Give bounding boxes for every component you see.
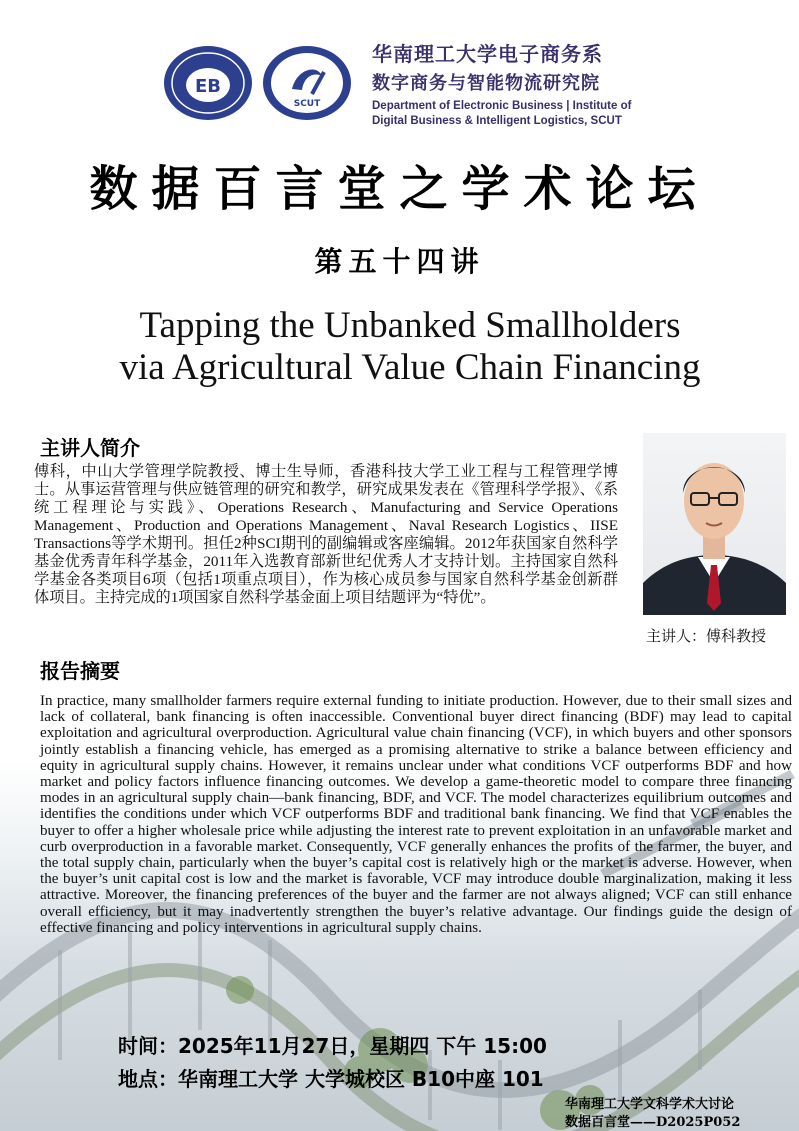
speaker-section-heading: 主讲人简介 bbox=[40, 436, 140, 460]
footer-line-2: 数据百言堂——D2025P052 bbox=[565, 1115, 741, 1130]
footer-line-1: 华南理工大学文科学术大讨论 bbox=[565, 1097, 735, 1112]
abstract-section-heading: 报告摘要 bbox=[40, 659, 120, 683]
header-text bbox=[372, 38, 672, 129]
logo-letters: EB bbox=[194, 76, 222, 97]
lecture-number: 第五十四讲 bbox=[314, 245, 485, 278]
dept-english-line-1: Department of Electronic Business | Institute of bbox=[372, 100, 632, 112]
institute-name: 数字商务与智能物流研究院 bbox=[372, 73, 600, 94]
talk-title bbox=[0, 305, 799, 389]
talk-title-line-2: via Agricultural Value Chain Financing bbox=[119, 347, 701, 388]
event-location: 地点：华南理工大学 大学城校区 B10中座 101 bbox=[118, 1067, 544, 1091]
university-dept: 华南理工大学电子商务系 bbox=[372, 42, 603, 66]
talk-title-line-1: Tapping the Unbanked Smallholders bbox=[139, 305, 681, 346]
event-time: 时间：2025年11月27日，星期四 下午 15:00 bbox=[118, 1034, 547, 1058]
abstract-text: In practice, many smallholder farmers require external funding to initiate production. However, due to their small sizes and lack of collateral, bank financing is often inaccessible. Conventional buyer direct financing (BDF) may lead to capital exploitation and agricultural overproduction. Agricultural value chain financing (VCF), in which buyers and other sponsors jointly establish a financing vehicle, has emerged as a promising alternative to strike a balance between efficiency and equity in agricultural supply chains. However, it remains unclear under what conditions VCF outperforms BDF and how market and policy factors influence financing outcomes. We develop a game-theoretic model to compare three financing modes in an agricultural supply chain—bank financing, BDF, and VCF. The model characterizes equilibrium outcomes and identifies the conditions under which VCF outperforms BDF and traditional bank financing. We find that VCF enables the buyer to offer a higher wholesale price while adjusting the interest rate to prevent exploitation in an unfavorable market and curb overproduction in a favorable market. Consequently, VCF generally enhances the profits of the farmer, the buyer, and the total supply chain, particularly when the buyer’s capital cost is relatively high or the market is adverse. However, when the buyer’s unit capital cost is low and the market is favorable, VCF may introduce double marginalization, making it less attractive. Moreover, the financing preferences of the buyer and the farmer are not always aligned; VCF can still enhance overall efficiency, but it may inadvertently strengthen the buyer’s relative advantage. Our findings guide the design of effective financing and policy interventions in agricultural supply chains. bbox=[40, 693, 792, 936]
dept-english-line-2: Digital Business & Intelligent Logistics, SCUT bbox=[372, 115, 622, 127]
photo-caption: 主讲人：傅科教授 bbox=[646, 627, 767, 645]
speaker-photo bbox=[643, 433, 786, 615]
forum-title: 数据百言堂之学术论坛 bbox=[89, 161, 710, 217]
eb-department-logo bbox=[163, 44, 253, 122]
logo-label: SCUT bbox=[293, 99, 321, 109]
speaker-bio: 傅科，中山大学管理学院教授、博士生导师，香港科技大学工业工程与工程管理学博士。从事运营管理与供应链管理的研究和教学，研究成果发表在《管理科学学报》、《系统工程理论与实践》、Operations Research、Manufacturing and Service Operations Management、Production and Operations Management、Naval Research Logistics、IISE Transactions等学术期刊。担任2种SCI期刊的副编辑或客座编辑。2012年获国家自然科学基金优秀青年科学基金，2011年入选教育部新世纪优秀人才支持计划。主持国家自然科学基金各类项目6项（包括1项重点项目），作为核心成员参与国家自然科学基金创新群体项目。主持完成的1项国家自然科学基金面上项目结题评为“特优”。 bbox=[34, 463, 618, 606]
scut-institute-logo bbox=[262, 44, 352, 122]
